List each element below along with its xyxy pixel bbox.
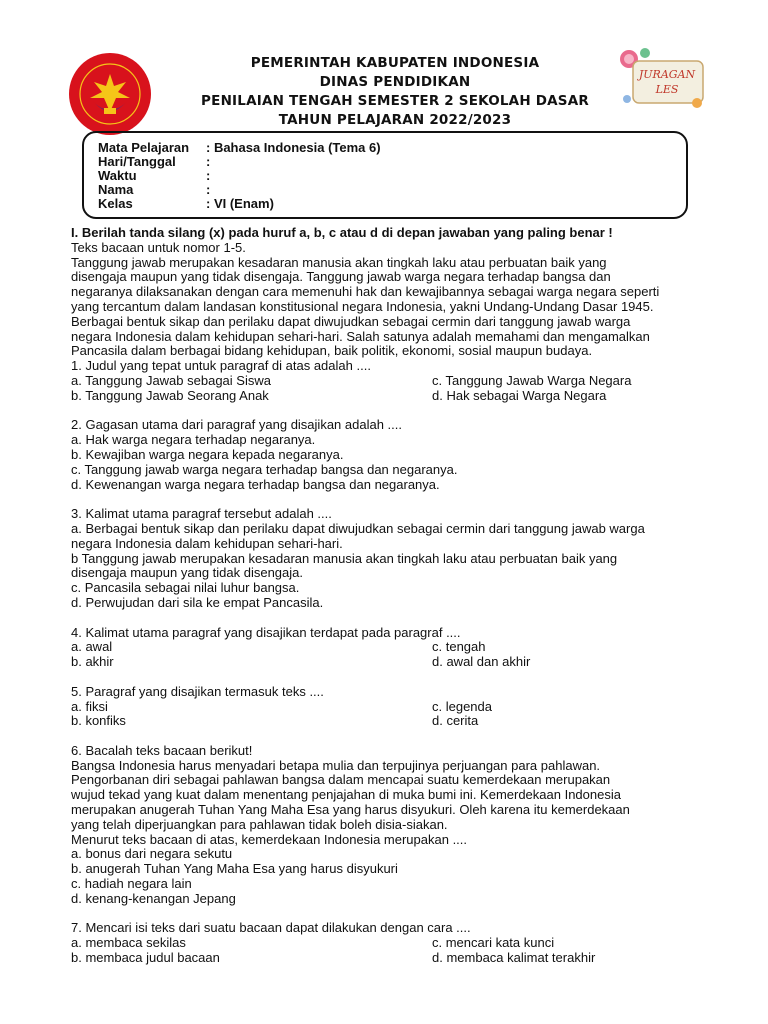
time-value: :: [206, 168, 211, 183]
day-row: [98, 155, 210, 169]
options-row: [71, 936, 711, 951]
q6-passage-line: merupakan anugerah Tuhan Yang Maha Esa yang harus disyukuri. Oleh karena itu kemerdekaan: [71, 802, 630, 818]
q7-option-b[interactable]: b. membaca judul bacaan: [71, 950, 220, 966]
q4-option-d[interactable]: d. awal dan akhir: [432, 654, 531, 670]
q3-option-a[interactable]: a. Berbagai bentuk sikap dan perilaku dapat diwujudkan sebagai cermin dari tanggung jawab warga: [71, 520, 645, 536]
q5-option-d[interactable]: d. cerita: [432, 713, 479, 729]
q2-option-a[interactable]: a. Hak warga negara terhadap negaranya.: [71, 432, 316, 448]
exam-title: PENILAIAN TENGAH SEMESTER 2 SEKOLAH DASAR: [201, 93, 589, 109]
options-row: [71, 655, 711, 670]
question-6: 6. Bacalah teks bacaan berikut!: [71, 742, 253, 758]
badge-text-bottom: LES: [655, 83, 679, 96]
exam-content: [71, 226, 711, 966]
q4-option-c[interactable]: c. tengah: [432, 639, 486, 655]
time-row: [98, 169, 210, 183]
passage-line: negara Indonesia dalam kehidupan sehari-hari. Salah satunya adalah memahami dan mengamalkan: [71, 328, 650, 344]
q6-passage-line: yang telah diperjuangkan para pahlawan tidak boleh disia-siakan.: [71, 816, 448, 832]
time-label: Waktu: [98, 168, 137, 183]
q4-option-a[interactable]: a. awal: [71, 639, 113, 655]
q3-option-c[interactable]: c. Pancasila sebagai nilai luhur bangsa.: [71, 580, 300, 596]
q1-option-c[interactable]: c. Tanggung Jawab Warga Negara: [432, 372, 632, 388]
juragan-les-logo: [617, 47, 709, 113]
passage-line: disengaja maupun yang tidak disengaja. Tanggung jawab warga negara terhadap bangsa dan: [71, 269, 611, 285]
class-row: [98, 197, 274, 211]
name-row: [98, 183, 210, 197]
badge-text-top: JURAGAN: [638, 68, 696, 81]
q2-option-d[interactable]: d. Kewenangan warga negara terhadap bangsa dan negaranya.: [71, 476, 440, 492]
passage-line: Tanggung jawab merupakan kesadaran manusia akan tingkah laku atau perbuatan baik yang: [71, 254, 607, 270]
class-value: : VI (Enam): [206, 196, 274, 211]
tut-wuri-handayani-logo: [68, 52, 152, 136]
passage-line: Pancasila dalam berbagai bidang kehidupan, baik politik, ekonomi, sosial maupun budaya.: [71, 343, 593, 359]
options-row: [71, 640, 711, 655]
name-value: :: [206, 182, 211, 197]
class-label: Kelas: [98, 196, 133, 211]
options-row: [71, 700, 711, 715]
student-info-box: [82, 131, 688, 219]
subject-row: [98, 141, 381, 155]
question-2: 2. Gagasan utama dari paragraf yang disajikan adalah ....: [71, 417, 402, 433]
q6-option-b[interactable]: b. anugerah Tuhan Yang Maha Esa yang harus disyukuri: [71, 861, 398, 877]
q2-option-b[interactable]: b. Kewajiban warga negara kepada negaranya.: [71, 446, 344, 462]
q2-option-c[interactable]: c. Tanggung jawab warga negara terhadap bangsa dan negaranya.: [71, 461, 458, 477]
q3-option-a-cont: negara Indonesia dalam kehidupan sehari-hari.: [71, 535, 343, 551]
question-3: 3. Kalimat utama paragraf tersebut adalah ....: [71, 506, 332, 522]
subject-value: : Bahasa Indonesia (Tema 6): [206, 140, 381, 155]
q5-option-c[interactable]: c. legenda: [432, 698, 492, 714]
question-7: 7. Mencari isi teks dari suatu bacaan dapat dilakukan dengan cara ....: [71, 920, 471, 936]
passage-line: negaranya dilaksanakan dengan cara memenuhi hak dan kewajibannya sebagai warga negara seperti: [71, 284, 660, 300]
instruction: I. Berilah tanda silang (x) pada huruf a, b, c atau d di depan jawaban yang paling benar !: [71, 225, 613, 240]
q6-passage-line: Pengorbanan diri sebagai pahlawan bangsa dalam mencapai suatu kemerdekaan merupakan: [71, 772, 611, 788]
q1-option-b[interactable]: b. Tanggung Jawab Seorang Anak: [71, 387, 269, 403]
q1-option-d[interactable]: d. Hak sebagai Warga Negara: [432, 387, 607, 403]
question-5: 5. Paragraf yang disajikan termasuk teks ....: [71, 683, 324, 699]
question-4: 4. Kalimat utama paragraf yang disajikan terdapat pada paragraf ....: [71, 624, 461, 640]
options-row: [71, 374, 711, 389]
q5-option-b[interactable]: b. konfiks: [71, 713, 126, 729]
q6-passage-line: wujud tekad yang kuat dalam menentang penjajahan di muka bumi ini. Kemerdekaan Indonesia: [71, 787, 621, 803]
department-title: DINAS PENDIDIKAN: [319, 74, 471, 90]
passage-line: Berbagai bentuk sikap dan perilaku dapat diwujudkan sebagai cermin dari tanggung jawab warga: [71, 313, 631, 329]
q3-option-b-cont: disengaja maupun yang tidak disengaja.: [71, 565, 304, 581]
name-label: Nama: [98, 182, 134, 197]
q7-option-c[interactable]: c. mencari kata kunci: [432, 935, 555, 951]
q4-option-b[interactable]: b. akhir: [71, 654, 114, 670]
q7-option-d[interactable]: d. membaca kalimat terakhir: [432, 950, 596, 966]
day-value: :: [206, 154, 211, 169]
options-row: [71, 714, 711, 729]
day-label: Hari/Tanggal: [98, 154, 176, 169]
school-year: TAHUN PELAJARAN 2022/2023: [278, 112, 512, 128]
q6-option-a[interactable]: a. bonus dari negara sekutu: [71, 846, 233, 862]
q3-option-d[interactable]: d. Perwujudan dari sila ke empat Pancasila.: [71, 594, 324, 610]
q6-passage-line: Bangsa Indonesia harus menyadari betapa mulia dan terpujinya perjuangan para pahlawan.: [71, 757, 601, 773]
options-row: [71, 951, 711, 966]
question-1: 1. Judul yang tepat untuk paragraf di atas adalah ....: [71, 358, 371, 374]
letterhead: [150, 54, 640, 130]
q6-option-c[interactable]: c. hadiah negara lain: [71, 876, 192, 892]
q3-option-b[interactable]: b Tanggung jawab merupakan kesadaran manusia akan tingkah laku atau perbuatan baik yang: [71, 550, 618, 566]
passage-intro: Teks bacaan untuk nomor 1-5.: [71, 239, 246, 255]
passage-line: yang tercantum dalam landasan konstitusional negara Indonesia, yakni Undang-Undang Dasar 1945.: [71, 298, 654, 314]
q1-option-a[interactable]: a. Tanggung Jawab sebagai Siswa: [71, 372, 271, 388]
q6-question: Menurut teks bacaan di atas, kemerdekaan Indonesia merupakan ....: [71, 831, 468, 847]
government-title: PEMERINTAH KABUPATEN INDONESIA: [250, 55, 540, 71]
q7-option-a[interactable]: a. membaca sekilas: [71, 935, 186, 951]
options-row: [71, 389, 711, 404]
q6-option-d[interactable]: d. kenang-kenangan Jepang: [71, 890, 236, 906]
q5-option-a[interactable]: a. fiksi: [71, 698, 108, 714]
subject-label: Mata Pelajaran: [98, 140, 190, 155]
